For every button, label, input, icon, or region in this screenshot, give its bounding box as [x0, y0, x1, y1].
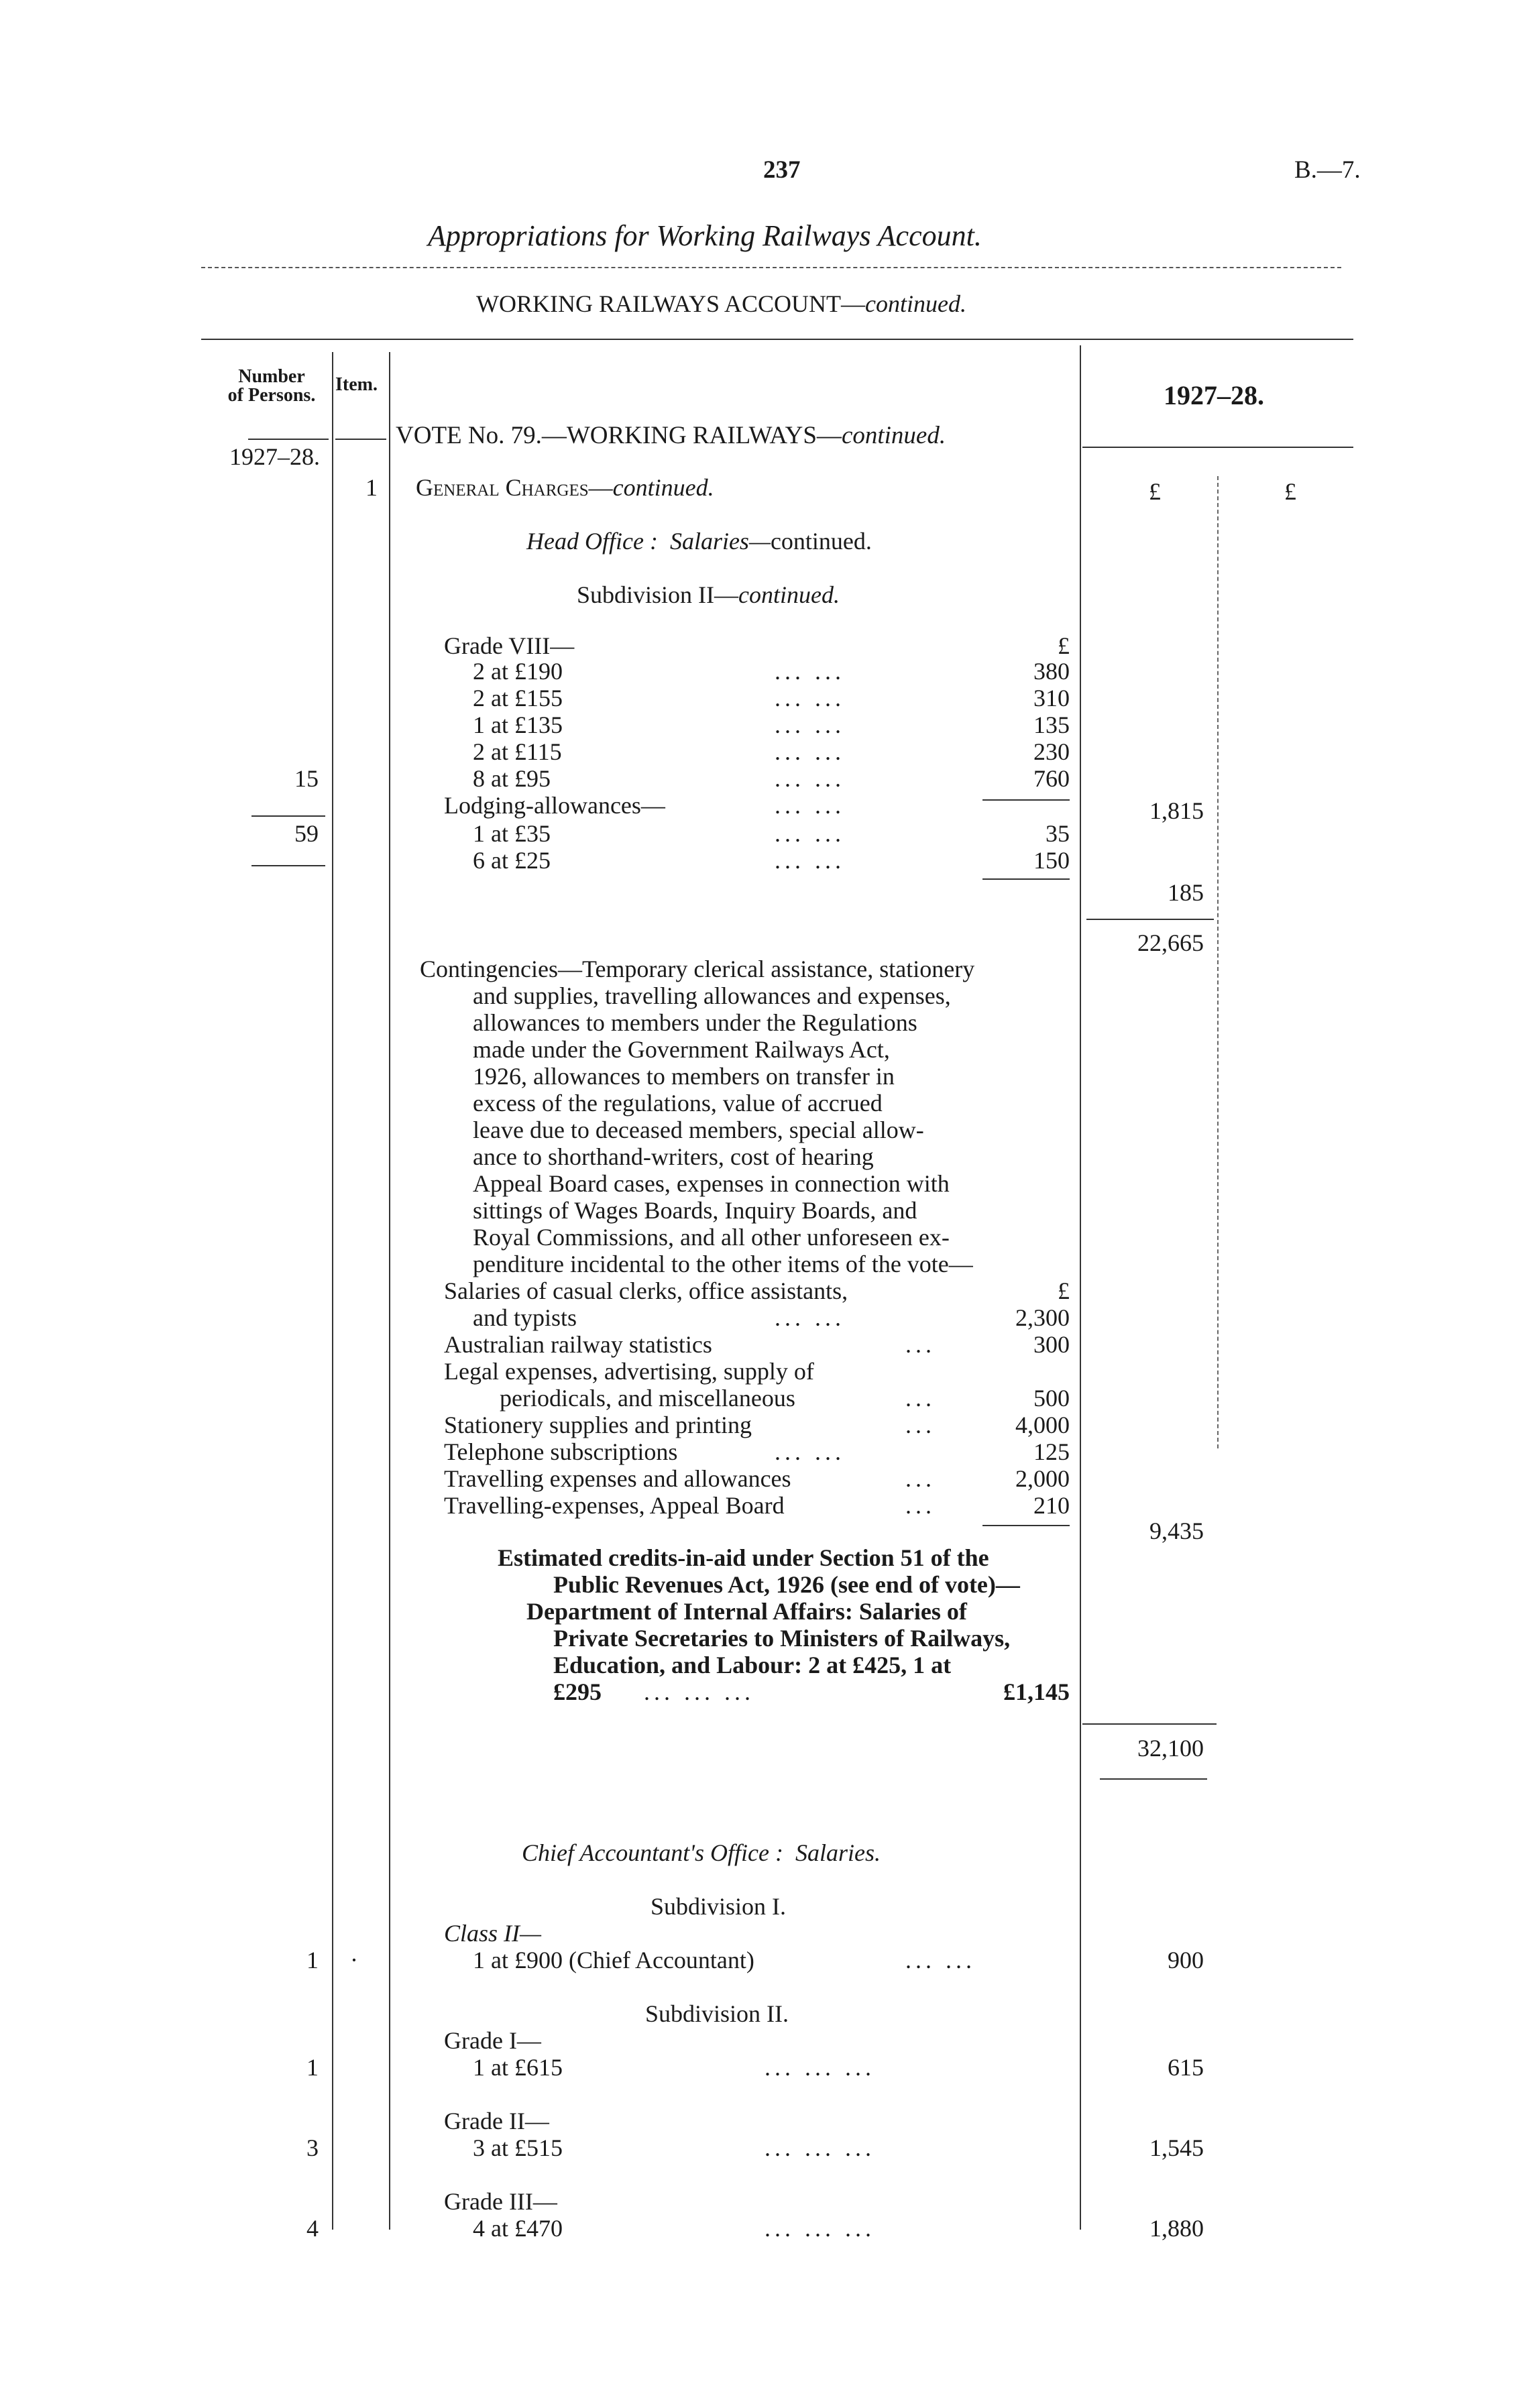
class-ii-persons: 1 [306, 1947, 319, 1973]
contingencies-line: Appeal Board cases, expenses in connection with [473, 1170, 950, 1197]
contingencies-line: made under the Government Railways Act, [473, 1036, 890, 1063]
credits-line: Education, and Labour: 2 at £425, 1 at [553, 1652, 952, 1678]
class-ii-item-mark: · [350, 1947, 358, 1973]
grand-total-top-rule [1082, 1723, 1217, 1725]
grade-label: Grade I— [444, 2027, 541, 2054]
grade-viii-row: 2 at £155 [473, 685, 563, 711]
grade-viii-amount: 310 [1033, 685, 1070, 711]
header-divider [201, 267, 1341, 268]
chief-accountant-heading: Chief Accountant's Office : Salaries. [522, 1839, 881, 1866]
lodging-amount: 35 [1046, 820, 1070, 847]
contingencies-total-rule [982, 1525, 1070, 1526]
class-ii-label: Class II— [444, 1920, 542, 1947]
contingencies-line: excess of the regulations, value of accrued [473, 1090, 883, 1116]
amount-column-divider [1080, 345, 1081, 2230]
leader-dots: ... ... [775, 738, 845, 765]
persons-header-rule [248, 439, 329, 440]
leader-dots: ... ... [775, 685, 845, 711]
leader-dots: ... ... [775, 847, 845, 874]
contingency-amount: 2,300 [1015, 1304, 1070, 1331]
leader-dots: ... ... ... [644, 1678, 754, 1705]
grade-amount: 1,880 [1149, 2215, 1204, 2242]
leader-dots: ... ... ... [765, 2134, 875, 2161]
page-title: Appropriations for Working Railways Account. [428, 219, 982, 252]
lodging-total: 185 [1168, 879, 1204, 906]
grade-persons: 4 [306, 2215, 319, 2242]
amount-header-rule [1082, 447, 1353, 448]
contingency-item: periodicals, and miscellaneous [500, 1385, 795, 1412]
subdivision-ii-heading: Subdivision II—continued. [577, 581, 840, 608]
lodging-row: 1 at £35 [473, 820, 551, 847]
contingencies-line: Royal Commissions, and all other unforeseen ex- [473, 1224, 950, 1251]
grade-viii-row: 1 at £135 [473, 711, 563, 738]
subtotal-rule [1086, 919, 1214, 920]
contingency-amount: 4,000 [1015, 1412, 1070, 1438]
grade-viii-pound: £ [1058, 632, 1070, 659]
document-reference: B.—7. [1294, 156, 1361, 184]
pound-symbol-2: £ [1284, 478, 1296, 505]
credits-line: Public Revenues Act, 1926 (see end of vote)— [553, 1571, 1020, 1598]
grade-viii-total: 1,815 [1149, 797, 1204, 824]
grade-viii-amount: 760 [1033, 765, 1070, 792]
contingency-amount: 300 [1033, 1331, 1070, 1358]
contingency-item: Stationery supplies and printing [444, 1412, 752, 1438]
grade-row: 4 at £470 [473, 2215, 563, 2242]
leader-dots: ... ... ... [765, 2215, 875, 2242]
lodging-row: 6 at £25 [473, 847, 551, 874]
leader-dots: ... ... [905, 1947, 976, 1973]
grade-amount: 615 [1168, 2054, 1204, 2081]
grade-label: Grade III— [444, 2188, 557, 2215]
leader-dots: ... ... [775, 658, 845, 685]
contingencies-total: 9,435 [1149, 1517, 1204, 1544]
leader-dots: ... ... [775, 820, 845, 847]
contingencies-line: and supplies, travelling allowances and expenses, [473, 982, 951, 1009]
grade-viii-row: 2 at £115 [473, 738, 562, 765]
grade-viii-amount: 135 [1033, 711, 1070, 738]
contingency-item: Telephone subscriptions [444, 1438, 678, 1465]
grade-viii-row: 2 at £190 [473, 658, 563, 685]
leader-dots: ... ... [775, 765, 845, 792]
persons-column-header: Number of Persons. [227, 366, 316, 406]
contingencies-line: 1926, allowances to members on transfer in [473, 1063, 895, 1090]
grade-row: 1 at £615 [473, 2054, 563, 2081]
page-number: 237 [763, 156, 801, 184]
credits-line: Private Secretaries to Ministers of Railways, [553, 1625, 1011, 1652]
grade-viii-amount: 380 [1033, 658, 1070, 685]
leader-dots: ... ... [775, 711, 845, 738]
subdivision-i-heading: Subdivision I. [651, 1893, 787, 1920]
contingencies-line: penditure incidental to the other items of the vote— [473, 1251, 973, 1277]
leader-dots: ... ... [775, 792, 845, 819]
item-column-header: Item. [335, 374, 378, 395]
grade-label: Grade II— [444, 2108, 549, 2134]
persons-year-label: 1927–28. [229, 443, 320, 470]
subdivision-ii-heading: Subdivision II. [645, 2000, 789, 2027]
item-number: 1 [365, 474, 378, 501]
credits-line: Estimated credits-in-aid under Section 51 of the [498, 1544, 989, 1571]
persons-column-divider [332, 352, 333, 2230]
head-office-heading: Head Office : Salaries—continued. [526, 528, 872, 555]
item-column-divider [389, 352, 390, 2230]
leader-dots: ... [905, 1412, 936, 1438]
grand-total: 32,100 [1137, 1735, 1204, 1762]
leader-dots: ... [905, 1465, 936, 1492]
contingencies-line: Contingencies—Temporary clerical assistance, stationery [420, 956, 975, 982]
contingencies-line: sittings of Wages Boards, Inquiry Boards, and [473, 1197, 917, 1224]
persons-total: 59 [294, 820, 319, 847]
class-ii-amount: 900 [1168, 1947, 1204, 1973]
section-subtitle: WORKING RAILWAYS ACCOUNT—continued. [476, 290, 966, 317]
pound-symbol-1: £ [1149, 478, 1161, 505]
contingency-amount: 2,000 [1015, 1465, 1070, 1492]
grade-viii-row: 8 at £95 [473, 765, 551, 792]
contingency-amount: 500 [1033, 1385, 1070, 1412]
contingencies-pound: £ [1058, 1277, 1070, 1304]
contingency-item: Legal expenses, advertising, supply of [444, 1358, 814, 1385]
leader-dots: ... [905, 1331, 936, 1358]
lodging-amount: 150 [1033, 847, 1070, 874]
contingency-item: Travelling expenses and allowances [444, 1465, 791, 1492]
grade-persons: 1 [306, 2054, 319, 2081]
class-ii-row: 1 at £900 (Chief Accountant) [473, 1947, 754, 1973]
grade-viii-label: Grade VIII— [444, 632, 575, 659]
contingency-amount: 210 [1033, 1492, 1070, 1519]
contingency-item: Australian railway statistics [444, 1331, 712, 1358]
contingency-item: Travelling-expenses, Appeal Board [444, 1492, 785, 1519]
item-header-rule [335, 439, 386, 440]
grade-row: 3 at £515 [473, 2134, 563, 2161]
leader-dots: ... ... ... [765, 2054, 875, 2081]
grade-amount: 1,545 [1149, 2134, 1204, 2161]
grade-viii-persons: 15 [294, 765, 319, 792]
lodging-total-rule [982, 878, 1070, 880]
credits-line: Department of Internal Affairs: Salaries of [526, 1598, 967, 1625]
leader-dots: ... [905, 1385, 936, 1412]
contingency-item: and typists [473, 1304, 577, 1331]
lodging-label: Lodging-allowances— [444, 792, 665, 819]
persons-subtotal-rule [251, 815, 325, 817]
contingencies-line: ance to shorthand-writers, cost of hearing [473, 1143, 874, 1170]
grade-persons: 3 [306, 2134, 319, 2161]
grade-viii-amount: 230 [1033, 738, 1070, 765]
contingencies-line: allowances to members under the Regulations [473, 1009, 917, 1036]
credits-amount: £1,145 [1003, 1678, 1070, 1705]
general-charges-heading: General Charges—continued. [416, 474, 714, 501]
persons-total-rule [251, 865, 325, 866]
contingency-amount: 125 [1033, 1438, 1070, 1465]
grade-viii-total-rule [982, 799, 1070, 801]
table-top-rule [201, 339, 1353, 340]
leader-dots: ... ... [775, 1438, 845, 1465]
contingencies-line: leave due to deceased members, special allow- [473, 1116, 924, 1143]
credits-line: £295 [553, 1678, 602, 1705]
vote-heading: VOTE No. 79.—WORKING RAILWAYS—continued. [396, 422, 946, 449]
grand-total-bottom-rule [1100, 1778, 1207, 1780]
head-office-subtotal: 22,665 [1137, 929, 1204, 956]
leader-dots: ... [905, 1492, 936, 1519]
year-column-header: 1927–28. [1164, 380, 1264, 410]
leader-dots: ... ... [775, 1304, 845, 1331]
contingency-item: Salaries of casual clerks, office assistants, [444, 1277, 848, 1304]
pound-column-divider [1217, 476, 1219, 1448]
